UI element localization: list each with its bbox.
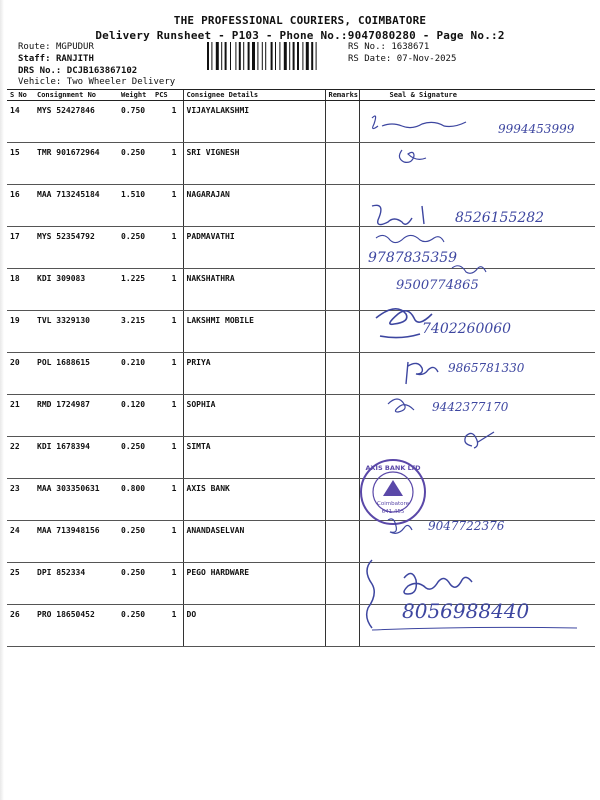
col-weight: Weight (118, 90, 152, 101)
cell-weight: 0.250 (118, 437, 152, 479)
cell-consignment: MYS 52427846 (34, 101, 118, 143)
cell-signature (359, 437, 595, 479)
cell-pcs: 1 (152, 311, 183, 353)
barcode-bar (311, 42, 313, 70)
cell-pcs: 1 (152, 185, 183, 227)
cell-consignee: PEGO HARDWARE (183, 563, 325, 605)
route-label: Route: (18, 42, 51, 52)
cell-sno: 26 (7, 605, 34, 647)
cell-pcs: 1 (152, 521, 183, 563)
table-row (7, 395, 595, 437)
cell-signature (359, 479, 595, 521)
phone-17a: 9787835359 (368, 250, 458, 266)
rs-no-label: RS No.: (348, 42, 386, 52)
vehicle-value: Two Wheeler Delivery (66, 77, 176, 87)
cell-sno: 22 (7, 437, 34, 479)
table-row (7, 521, 595, 563)
col-pcs: PCS (152, 90, 183, 101)
cell-remarks (325, 437, 359, 479)
cell-sno: 14 (7, 101, 34, 143)
cell-consignee: SRI VIGNESH (183, 143, 325, 185)
barcode-bar (302, 42, 303, 70)
cell-consignment: MAA 713245184 (34, 185, 118, 227)
runsheet-subtitle: Delivery Runsheet - P103 - Phone No.:9047080280 - Page No.:2 (95, 29, 505, 42)
table-row (7, 437, 595, 479)
cell-signature (359, 143, 595, 185)
table-row (7, 227, 595, 269)
barcode-bar (207, 42, 209, 70)
cell-pcs: 1 (152, 605, 183, 647)
cell-weight: 0.210 (118, 353, 152, 395)
vehicle-line (18, 77, 175, 87)
cell-remarks (325, 311, 359, 353)
cell-weight: 0.250 (118, 227, 152, 269)
phone-16: 8526155282 (455, 210, 545, 226)
staff-line (18, 54, 94, 64)
cell-remarks (325, 563, 359, 605)
cell-consignment: PRO 18650452 (34, 605, 118, 647)
cell-consignee: DO (183, 605, 325, 647)
barcode-bar (239, 42, 241, 70)
cell-sno: 20 (7, 353, 34, 395)
cell-sno: 24 (7, 521, 34, 563)
cell-consignment: KDI 309083 (34, 269, 118, 311)
cell-weight: 0.250 (118, 605, 152, 647)
cell-signature (359, 395, 595, 437)
cell-consignee: LAKSHMI MOBILE (183, 311, 325, 353)
cell-remarks (325, 521, 359, 563)
cell-pcs: 1 (152, 101, 183, 143)
cell-weight: 3.215 (118, 311, 152, 353)
cell-remarks (325, 479, 359, 521)
route-value: MGPUDUR (55, 42, 94, 52)
staff-value: RANJITH (55, 54, 94, 64)
table-row (7, 269, 595, 311)
phone-21: 9442377170 (432, 400, 509, 414)
cell-remarks (325, 101, 359, 143)
cell-consignment: RMD 1724987 (34, 395, 118, 437)
cell-consignee: PRIYA (183, 353, 325, 395)
cell-consignment: POL 1688615 (34, 353, 118, 395)
barcode-bar (306, 42, 309, 70)
staff-label: Staff: (18, 54, 51, 64)
cell-signature (359, 227, 595, 269)
col-sno: S No (7, 90, 34, 101)
cell-weight: 1.225 (118, 269, 152, 311)
cell-consignee: NAKSHATHRA (183, 269, 325, 311)
stamp-city: Coimbatore (377, 501, 409, 507)
vehicle-label: Vehicle: (18, 77, 62, 87)
barcode-bar (243, 42, 244, 70)
barcode-bar (248, 42, 250, 70)
rs-date-line (348, 54, 456, 64)
col-remarks: Remarks (325, 90, 359, 101)
table-header-row (7, 90, 595, 101)
cell-signature (359, 353, 595, 395)
table-row (7, 311, 595, 353)
cell-sno: 21 (7, 395, 34, 437)
scan-edge (0, 0, 4, 800)
cell-pcs: 1 (152, 437, 183, 479)
phone-24: 9047722376 (428, 519, 505, 533)
cell-remarks (325, 227, 359, 269)
cell-weight: 0.250 (118, 521, 152, 563)
cell-consignment: MAA 713948156 (34, 521, 118, 563)
cell-sno: 19 (7, 311, 34, 353)
cell-signature (359, 563, 595, 605)
cell-consignee: ANANDASELVAN (183, 521, 325, 563)
table-row (7, 353, 595, 395)
cell-signature (359, 605, 595, 647)
drs-value: DCJB163867102 (66, 66, 138, 76)
barcode-bar (211, 42, 212, 70)
cell-remarks (325, 269, 359, 311)
cell-consignee: SIMTA (183, 437, 325, 479)
barcode-bar (275, 42, 276, 70)
phone-20: 9865781330 (448, 361, 525, 375)
drs-label: DRS No.: (18, 66, 62, 76)
barcode-bar (262, 42, 263, 70)
company-title: THE PROFESSIONAL COURIERS, COIMBATORE (173, 14, 427, 27)
cell-consignment: TVL 3329130 (34, 311, 118, 353)
route-line (18, 42, 94, 52)
cell-signature (359, 101, 595, 143)
cell-consignee: PADMAVATHI (183, 227, 325, 269)
cell-consignee: NAGARAJAN (183, 185, 325, 227)
rs-date-label: RS Date: (348, 54, 392, 64)
col-signature: Seal & Signature (359, 90, 595, 101)
barcode-bar (216, 42, 219, 70)
rs-no-line (348, 42, 429, 52)
cell-consignment: MAA 303350631 (34, 479, 118, 521)
phone-25: 8056988440 (402, 599, 530, 623)
cell-pcs: 1 (152, 353, 183, 395)
cell-pcs: 1 (152, 269, 183, 311)
table-row (7, 185, 595, 227)
barcode-bar (297, 42, 299, 70)
barcode-bar (293, 42, 295, 70)
rs-no-value: 1638671 (391, 42, 430, 52)
cell-sno: 16 (7, 185, 34, 227)
runsheet-table (7, 89, 595, 647)
cell-weight: 1.510 (118, 185, 152, 227)
stamp-bank-name: AXIS BANK LTD (365, 464, 421, 472)
barcode (207, 42, 343, 70)
cell-pcs: 1 (152, 563, 183, 605)
phone-17b: 9500774865 (396, 278, 479, 293)
barcode-bar (316, 42, 317, 70)
cell-weight: 0.250 (118, 563, 152, 605)
barcode-bar (225, 42, 227, 70)
cell-remarks (325, 605, 359, 647)
cell-pcs: 1 (152, 143, 183, 185)
barcode-bar (289, 42, 290, 70)
cell-weight: 0.800 (118, 479, 152, 521)
cell-sno: 18 (7, 269, 34, 311)
table-row (7, 143, 595, 185)
cell-pcs: 1 (152, 227, 183, 269)
cell-weight: 0.250 (118, 143, 152, 185)
cell-remarks (325, 353, 359, 395)
cell-pcs: 1 (152, 479, 183, 521)
barcode-bar (252, 42, 255, 70)
cell-remarks (325, 185, 359, 227)
cell-consignment: KDI 1678394 (34, 437, 118, 479)
table-row (7, 563, 595, 605)
cell-consignee: AXIS BANK (183, 479, 325, 521)
barcode-bar (265, 42, 266, 70)
cell-signature (359, 269, 595, 311)
cell-remarks (325, 143, 359, 185)
cell-sno: 15 (7, 143, 34, 185)
table-row (7, 101, 595, 143)
barcode-bar (271, 42, 273, 70)
cell-signature (359, 311, 595, 353)
drs-line (18, 66, 137, 76)
cell-signature (359, 185, 595, 227)
cell-weight: 0.120 (118, 395, 152, 437)
stamp-pin: 641 455 (381, 509, 405, 515)
cell-consignment: MYS 52354792 (34, 227, 118, 269)
barcode-bar (279, 42, 280, 70)
barcode-bar (284, 42, 287, 70)
phone-19: 7402260060 (422, 321, 512, 337)
cell-signature (359, 521, 595, 563)
cell-consignment: DPI 852334 (34, 563, 118, 605)
cell-remarks (325, 395, 359, 437)
cell-sno: 25 (7, 563, 34, 605)
cell-consignment: TMR 901672964 (34, 143, 118, 185)
cell-sno: 17 (7, 227, 34, 269)
phone-14: 9994453999 (498, 122, 575, 136)
cell-pcs: 1 (152, 395, 183, 437)
cell-weight: 0.750 (118, 101, 152, 143)
table-row (7, 479, 595, 521)
cell-sno: 23 (7, 479, 34, 521)
barcode-bar (221, 42, 222, 70)
barcode-bar (230, 42, 231, 70)
col-consignment: Consignment No (34, 90, 118, 101)
cell-consignee: SOPHIA (183, 395, 325, 437)
table-row (7, 605, 595, 647)
col-consignee: Consignee Details (183, 90, 325, 101)
barcode-bar (257, 42, 258, 70)
rs-date-value: 07-Nov-2025 (396, 54, 457, 64)
barcode-bar (235, 42, 236, 70)
cell-consignee: VIJAYALAKSHMI (183, 101, 325, 143)
